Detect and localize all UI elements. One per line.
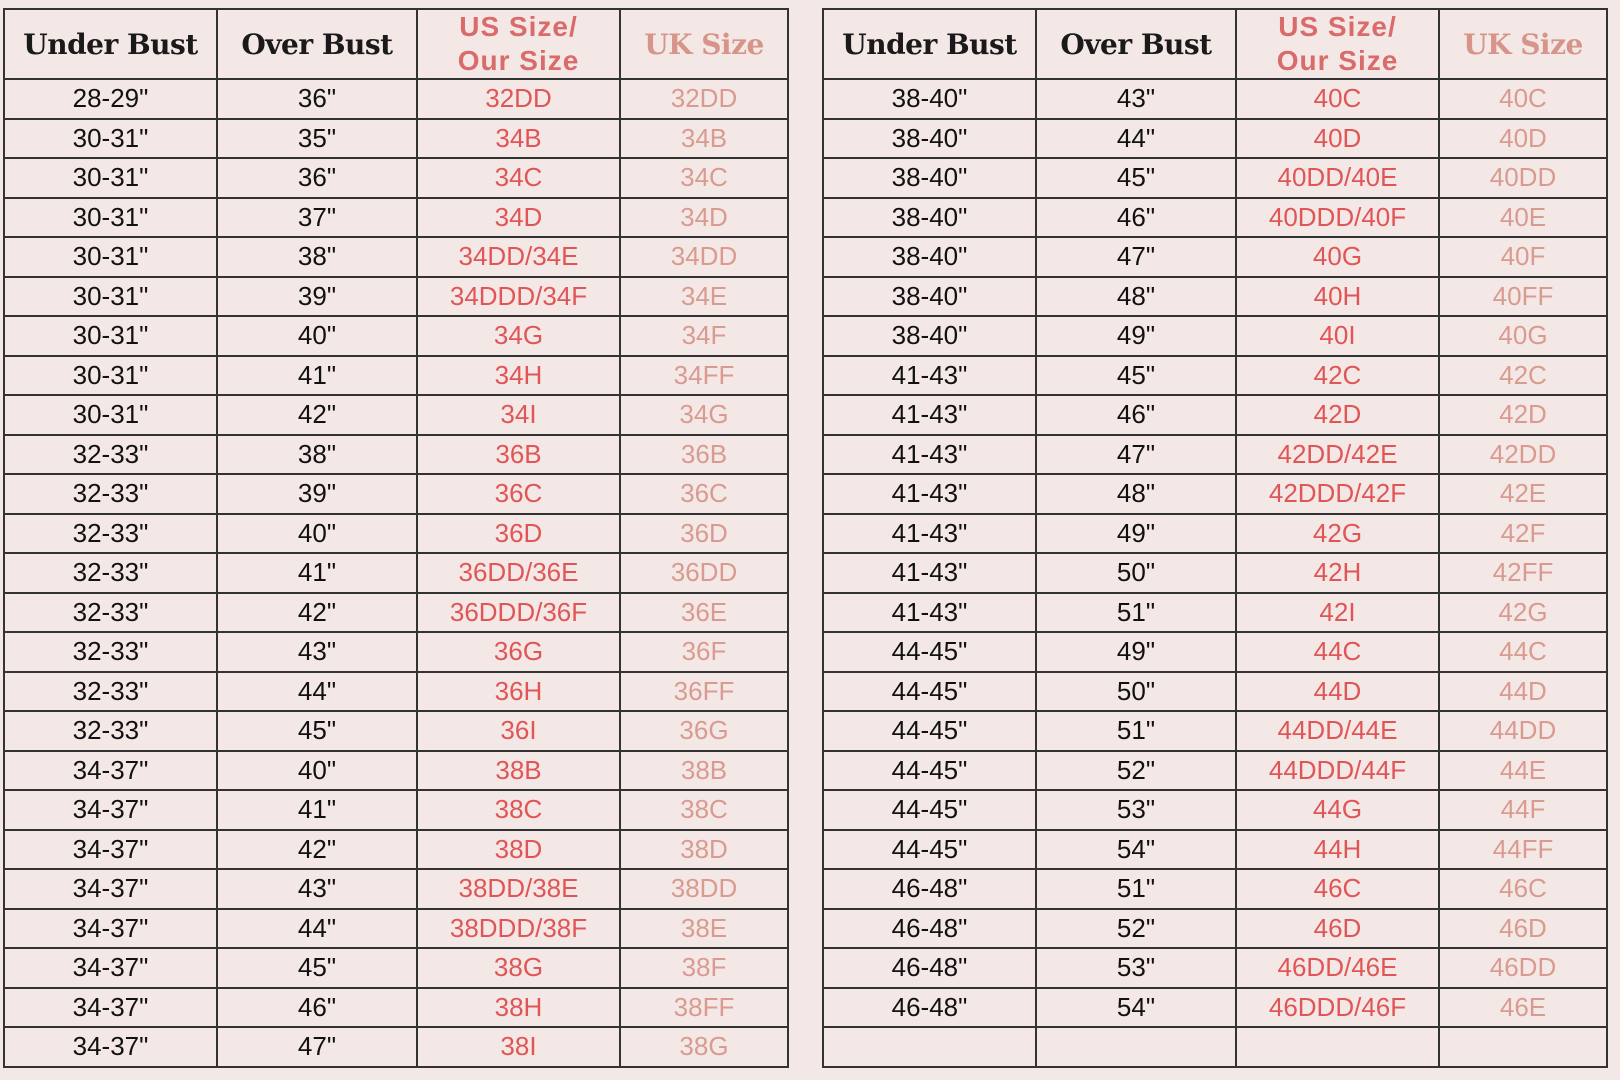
us-size-cell: 44DD/44E [1236, 711, 1439, 751]
over-bust-cell [1036, 1027, 1236, 1067]
us-size-cell: 34H [417, 356, 620, 396]
uk-size-cell: 34B [620, 119, 788, 159]
us-size-cell: 32DD [417, 79, 620, 119]
under-bust-cell: 30-31" [4, 119, 217, 159]
over-bust-cell: 36" [217, 79, 417, 119]
table-row [823, 711, 1607, 751]
us-size-cell: 46DD/46E [1236, 948, 1439, 988]
under-bust-cell: 41-43" [823, 474, 1036, 514]
under-bust-cell: 34-37" [4, 988, 217, 1028]
us-size-cell: 40C [1236, 79, 1439, 119]
uk-size-cell: 36E [620, 593, 788, 633]
table-row [823, 1027, 1607, 1067]
uk-size-cell: 38F [620, 948, 788, 988]
under-bust-cell: 32-33" [4, 593, 217, 633]
under-bust-cell: 34-37" [4, 909, 217, 949]
over-bust-cell: 51" [1036, 593, 1236, 633]
under-bust-cell: 46-48" [823, 869, 1036, 909]
under-bust-cell: 46-48" [823, 988, 1036, 1028]
table-row [823, 435, 1607, 475]
under-bust-cell: 34-37" [4, 948, 217, 988]
over-bust-cell: 45" [1036, 356, 1236, 396]
us-size-cell: 38H [417, 988, 620, 1028]
over-bust-cell: 47" [217, 1027, 417, 1067]
us-size-header-line2: Our Size [457, 45, 580, 76]
size-table-right-body [823, 79, 1607, 1067]
table-row [4, 1027, 788, 1067]
over-bust-cell: 37" [217, 198, 417, 238]
over-bust-cell: 43" [1036, 79, 1236, 119]
us-size-cell: 34I [417, 395, 620, 435]
over-bust-cell: 45" [217, 711, 417, 751]
uk-size-header: UK Size [620, 9, 788, 79]
table-row [823, 514, 1607, 554]
header-row [4, 9, 788, 79]
uk-size-cell: 38D [620, 830, 788, 870]
uk-size-cell [1439, 1027, 1607, 1067]
us-size-cell: 42I [1236, 593, 1439, 633]
table-row [823, 198, 1607, 238]
us-size-cell [1236, 1027, 1439, 1067]
us-size-cell: 38D [417, 830, 620, 870]
us-size-cell: 38B [417, 751, 620, 791]
under-bust-cell: 44-45" [823, 672, 1036, 712]
uk-size-cell: 40D [1439, 119, 1607, 159]
uk-size-cell: 40F [1439, 237, 1607, 277]
table-row [4, 237, 788, 277]
under-bust-cell: 38-40" [823, 316, 1036, 356]
us-size-cell: 42DDD/42F [1236, 474, 1439, 514]
table-row [4, 632, 788, 672]
under-bust-cell: 46-48" [823, 909, 1036, 949]
uk-size-cell: 46DD [1439, 948, 1607, 988]
over-bust-cell: 41" [217, 356, 417, 396]
uk-size-cell: 38FF [620, 988, 788, 1028]
table-row [4, 79, 788, 119]
under-bust-cell: 32-33" [4, 711, 217, 751]
over-bust-cell: 54" [1036, 830, 1236, 870]
table-row [823, 237, 1607, 277]
table-row [4, 514, 788, 554]
table-row [4, 356, 788, 396]
over-bust-cell: 53" [1036, 790, 1236, 830]
over-bust-cell: 45" [217, 948, 417, 988]
us-size-cell: 38C [417, 790, 620, 830]
uk-size-cell: 44DD [1439, 711, 1607, 751]
table-row [4, 553, 788, 593]
table-row [823, 790, 1607, 830]
under-bust-cell: 41-43" [823, 395, 1036, 435]
uk-size-cell: 44FF [1439, 830, 1607, 870]
over-bust-cell: 42" [217, 593, 417, 633]
uk-size-header: UK Size [1439, 9, 1607, 79]
uk-size-cell: 44E [1439, 751, 1607, 791]
header-row [823, 9, 1607, 79]
under-bust-cell: 38-40" [823, 119, 1036, 159]
us-size-cell: 36D [417, 514, 620, 554]
under-bust-cell: 30-31" [4, 277, 217, 317]
us-size-header [1236, 9, 1439, 79]
us-size-cell: 36H [417, 672, 620, 712]
table-row [823, 593, 1607, 633]
table-row [823, 909, 1607, 949]
table-row [4, 909, 788, 949]
table-row [4, 593, 788, 633]
uk-size-cell: 38G [620, 1027, 788, 1067]
table-row [823, 869, 1607, 909]
over-bust-cell: 53" [1036, 948, 1236, 988]
us-size-cell: 44C [1236, 632, 1439, 672]
over-bust-cell: 54" [1036, 988, 1236, 1028]
us-size-cell: 34B [417, 119, 620, 159]
under-bust-cell: 38-40" [823, 198, 1036, 238]
table-row [823, 751, 1607, 791]
uk-size-cell: 42F [1439, 514, 1607, 554]
us-size-cell: 42DD/42E [1236, 435, 1439, 475]
over-bust-cell: 49" [1036, 316, 1236, 356]
under-bust-cell: 46-48" [823, 948, 1036, 988]
us-size-cell: 36G [417, 632, 620, 672]
under-bust-cell: 44-45" [823, 711, 1036, 751]
uk-size-cell: 36D [620, 514, 788, 554]
under-bust-header: Under Bust [823, 9, 1036, 79]
over-bust-cell: 49" [1036, 632, 1236, 672]
under-bust-cell: 38-40" [823, 277, 1036, 317]
over-bust-cell: 41" [217, 553, 417, 593]
us-size-cell: 34DDD/34F [417, 277, 620, 317]
uk-size-cell: 34F [620, 316, 788, 356]
over-bust-cell: 36" [217, 158, 417, 198]
table-row [823, 356, 1607, 396]
size-table-left [3, 8, 789, 1068]
over-bust-cell: 44" [1036, 119, 1236, 159]
under-bust-cell: 44-45" [823, 790, 1036, 830]
table-row [823, 553, 1607, 593]
table-row [4, 790, 788, 830]
over-bust-cell: 44" [217, 909, 417, 949]
table-row [823, 79, 1607, 119]
over-bust-header: Over Bust [1036, 9, 1236, 79]
over-bust-cell: 47" [1036, 435, 1236, 475]
under-bust-cell: 41-43" [823, 593, 1036, 633]
us-size-cell: 34G [417, 316, 620, 356]
us-size-cell: 42C [1236, 356, 1439, 396]
under-bust-cell: 38-40" [823, 79, 1036, 119]
under-bust-cell: 34-37" [4, 869, 217, 909]
under-bust-cell: 30-31" [4, 356, 217, 396]
uk-size-cell: 46E [1439, 988, 1607, 1028]
us-size-cell: 40DDD/40F [1236, 198, 1439, 238]
us-size-cell: 36DD/36E [417, 553, 620, 593]
size-table-left-body [4, 79, 788, 1067]
over-bust-cell: 45" [1036, 158, 1236, 198]
over-bust-cell: 51" [1036, 711, 1236, 751]
table-row [4, 474, 788, 514]
uk-size-cell: 40DD [1439, 158, 1607, 198]
under-bust-cell: 30-31" [4, 395, 217, 435]
over-bust-cell: 52" [1036, 751, 1236, 791]
uk-size-cell: 36FF [620, 672, 788, 712]
us-size-cell: 44DDD/44F [1236, 751, 1439, 791]
over-bust-cell: 46" [1036, 198, 1236, 238]
under-bust-cell: 32-33" [4, 474, 217, 514]
uk-size-cell: 44F [1439, 790, 1607, 830]
us-size-cell: 44D [1236, 672, 1439, 712]
table-row [4, 672, 788, 712]
table-row [823, 632, 1607, 672]
uk-size-cell: 40FF [1439, 277, 1607, 317]
us-size-cell: 36I [417, 711, 620, 751]
table-row [4, 435, 788, 475]
under-bust-cell: 41-43" [823, 553, 1036, 593]
table-row [4, 711, 788, 751]
over-bust-cell: 43" [217, 632, 417, 672]
uk-size-cell: 46D [1439, 909, 1607, 949]
under-bust-cell: 44-45" [823, 632, 1036, 672]
under-bust-cell: 30-31" [4, 316, 217, 356]
us-size-cell: 36C [417, 474, 620, 514]
under-bust-cell: 44-45" [823, 830, 1036, 870]
us-size-cell: 38DD/38E [417, 869, 620, 909]
under-bust-cell: 32-33" [4, 672, 217, 712]
table-row [4, 158, 788, 198]
over-bust-cell: 38" [217, 237, 417, 277]
uk-size-cell: 44C [1439, 632, 1607, 672]
under-bust-cell: 32-33" [4, 553, 217, 593]
uk-size-cell: 42FF [1439, 553, 1607, 593]
over-bust-cell: 44" [217, 672, 417, 712]
uk-size-cell: 34G [620, 395, 788, 435]
table-row [4, 948, 788, 988]
uk-size-cell: 38DD [620, 869, 788, 909]
uk-size-cell: 42D [1439, 395, 1607, 435]
table-row [823, 316, 1607, 356]
uk-size-cell: 34E [620, 277, 788, 317]
us-size-cell: 40G [1236, 237, 1439, 277]
over-bust-cell: 40" [217, 316, 417, 356]
under-bust-cell: 38-40" [823, 237, 1036, 277]
us-size-cell: 44H [1236, 830, 1439, 870]
over-bust-cell: 42" [217, 395, 417, 435]
uk-size-cell: 32DD [620, 79, 788, 119]
table-row [823, 119, 1607, 159]
table-row [823, 948, 1607, 988]
under-bust-cell: 30-31" [4, 198, 217, 238]
us-size-cell: 38DDD/38F [417, 909, 620, 949]
us-size-cell: 40D [1236, 119, 1439, 159]
table-row [4, 751, 788, 791]
table-row [4, 198, 788, 238]
under-bust-cell: 41-43" [823, 435, 1036, 475]
under-bust-header: Under Bust [4, 9, 217, 79]
table-row [4, 988, 788, 1028]
uk-size-cell: 36DD [620, 553, 788, 593]
us-size-cell: 42D [1236, 395, 1439, 435]
us-size-cell: 46DDD/46F [1236, 988, 1439, 1028]
under-bust-cell: 34-37" [4, 1027, 217, 1067]
under-bust-cell: 34-37" [4, 751, 217, 791]
table-row [4, 119, 788, 159]
us-size-cell: 38G [417, 948, 620, 988]
us-size-cell: 36DDD/36F [417, 593, 620, 633]
uk-size-cell: 34FF [620, 356, 788, 396]
over-bust-cell: 39" [217, 474, 417, 514]
uk-size-cell: 36F [620, 632, 788, 672]
us-size-cell: 42G [1236, 514, 1439, 554]
uk-size-cell: 46C [1439, 869, 1607, 909]
table-row [4, 277, 788, 317]
table-row [4, 395, 788, 435]
under-bust-cell: 32-33" [4, 514, 217, 554]
us-size-cell: 40H [1236, 277, 1439, 317]
over-bust-cell: 35" [217, 119, 417, 159]
table-row [4, 830, 788, 870]
us-size-cell: 36B [417, 435, 620, 475]
under-bust-cell: 41-43" [823, 356, 1036, 396]
us-size-cell: 34C [417, 158, 620, 198]
under-bust-cell: 34-37" [4, 790, 217, 830]
under-bust-cell: 34-37" [4, 830, 217, 870]
uk-size-cell: 42C [1439, 356, 1607, 396]
over-bust-cell: 43" [217, 869, 417, 909]
over-bust-cell: 49" [1036, 514, 1236, 554]
uk-size-cell: 36B [620, 435, 788, 475]
table-row [4, 316, 788, 356]
uk-size-cell: 38B [620, 751, 788, 791]
uk-size-cell: 34DD [620, 237, 788, 277]
uk-size-cell: 34C [620, 158, 788, 198]
uk-size-cell: 42E [1439, 474, 1607, 514]
over-bust-cell: 41" [217, 790, 417, 830]
table-row [823, 474, 1607, 514]
table-row [4, 869, 788, 909]
us-size-cell: 40I [1236, 316, 1439, 356]
over-bust-cell: 50" [1036, 553, 1236, 593]
table-row [823, 672, 1607, 712]
us-size-cell: 38I [417, 1027, 620, 1067]
over-bust-cell: 46" [217, 988, 417, 1028]
uk-size-cell: 42G [1439, 593, 1607, 633]
uk-size-cell: 38C [620, 790, 788, 830]
under-bust-cell: 38-40" [823, 158, 1036, 198]
table-row [823, 395, 1607, 435]
under-bust-cell [823, 1027, 1036, 1067]
uk-size-cell: 44D [1439, 672, 1607, 712]
us-size-cell: 40DD/40E [1236, 158, 1439, 198]
uk-size-cell: 40E [1439, 198, 1607, 238]
size-table-right [822, 8, 1608, 1068]
table-row [823, 830, 1607, 870]
under-bust-cell: 30-31" [4, 158, 217, 198]
uk-size-cell: 34D [620, 198, 788, 238]
table-row [823, 158, 1607, 198]
us-size-cell: 34D [417, 198, 620, 238]
under-bust-cell: 28-29" [4, 79, 217, 119]
uk-size-cell: 36G [620, 711, 788, 751]
us-size-cell: 42H [1236, 553, 1439, 593]
under-bust-cell: 30-31" [4, 237, 217, 277]
over-bust-cell: 40" [217, 751, 417, 791]
over-bust-cell: 42" [217, 830, 417, 870]
under-bust-cell: 32-33" [4, 435, 217, 475]
uk-size-cell: 38E [620, 909, 788, 949]
table-row [823, 988, 1607, 1028]
over-bust-cell: 47" [1036, 237, 1236, 277]
us-size-header-line1: US Size/ [1278, 11, 1397, 42]
under-bust-cell: 44-45" [823, 751, 1036, 791]
us-size-cell: 44G [1236, 790, 1439, 830]
us-size-header-line2: Our Size [1276, 45, 1399, 76]
over-bust-cell: 51" [1036, 869, 1236, 909]
uk-size-cell: 40C [1439, 79, 1607, 119]
over-bust-cell: 40" [217, 514, 417, 554]
over-bust-cell: 50" [1036, 672, 1236, 712]
over-bust-cell: 38" [217, 435, 417, 475]
over-bust-cell: 52" [1036, 909, 1236, 949]
over-bust-cell: 39" [217, 277, 417, 317]
over-bust-cell: 48" [1036, 277, 1236, 317]
table-row [823, 277, 1607, 317]
under-bust-cell: 41-43" [823, 514, 1036, 554]
us-size-header-line1: US Size/ [459, 11, 578, 42]
uk-size-cell: 42DD [1439, 435, 1607, 475]
uk-size-cell: 36C [620, 474, 788, 514]
us-size-cell: 46D [1236, 909, 1439, 949]
under-bust-cell: 32-33" [4, 632, 217, 672]
over-bust-header: Over Bust [217, 9, 417, 79]
over-bust-cell: 46" [1036, 395, 1236, 435]
us-size-cell: 46C [1236, 869, 1439, 909]
over-bust-cell: 48" [1036, 474, 1236, 514]
us-size-cell: 34DD/34E [417, 237, 620, 277]
us-size-header [417, 9, 620, 79]
uk-size-cell: 40G [1439, 316, 1607, 356]
